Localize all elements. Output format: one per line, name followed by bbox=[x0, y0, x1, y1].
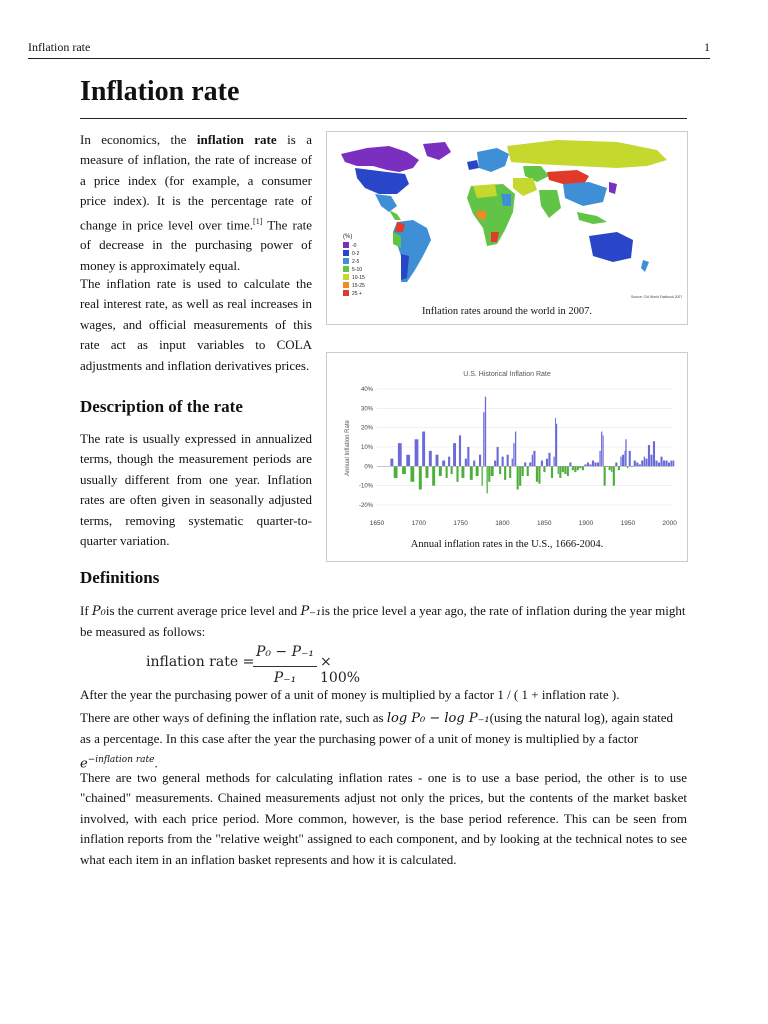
map-region-india bbox=[539, 190, 561, 218]
map-region-middle-east bbox=[513, 178, 537, 196]
chart-bar bbox=[497, 447, 499, 466]
chart-bar bbox=[622, 455, 624, 467]
map-legend-label: 5-10 bbox=[352, 267, 363, 273]
chart-bar bbox=[655, 461, 657, 467]
chart-bar bbox=[467, 447, 469, 466]
chart-bar bbox=[494, 461, 496, 467]
map-region-usa bbox=[355, 168, 409, 194]
chart-bar bbox=[479, 455, 481, 467]
formula-fraction-bar bbox=[253, 666, 317, 667]
chart-xtick-label: 1900 bbox=[578, 520, 594, 527]
chart-series bbox=[390, 397, 674, 494]
intro-text-c: The rate of decrease in the purchasing power of money is approximately equal. bbox=[80, 216, 312, 273]
map-region-canada bbox=[341, 146, 419, 172]
chart-xtick-label: 1700 bbox=[411, 520, 427, 527]
chart-bar bbox=[625, 439, 626, 466]
formula-rhs: × 100% bbox=[320, 654, 361, 686]
chart-bar bbox=[515, 432, 516, 467]
chart-bar bbox=[592, 461, 594, 467]
math-log-expression: log P₀ − log P₋₁ bbox=[386, 711, 490, 726]
chart-bar bbox=[618, 466, 620, 470]
map-legend-swatch bbox=[343, 258, 349, 264]
chart-bar bbox=[567, 466, 569, 476]
chart-bar bbox=[558, 466, 559, 474]
chart-bar bbox=[584, 464, 586, 466]
map-legend-swatch bbox=[343, 266, 349, 272]
intro-paragraph-1 bbox=[80, 130, 312, 276]
chart-bar bbox=[473, 461, 475, 467]
map-legend-swatch bbox=[343, 282, 349, 288]
map-region-central-america bbox=[389, 210, 401, 220]
def-mid2: is the price level a year ago, the rate of inflation during the year might be measured as follows: bbox=[80, 603, 686, 640]
chart-xtick-label: 1650 bbox=[369, 520, 385, 527]
map-region-russia bbox=[507, 140, 667, 168]
map-figure bbox=[326, 131, 688, 325]
chart-bar bbox=[668, 462, 670, 466]
intro-text-b: is a measure of inflation, the rate of increase of a price index (for example, a consumer price index). It is the percentage rate of change in price level over time. bbox=[80, 132, 312, 232]
math-p0: P₀ bbox=[91, 604, 106, 619]
chart-bar bbox=[629, 451, 631, 466]
chart-bar bbox=[562, 466, 564, 472]
chart-bar bbox=[410, 466, 414, 481]
section-heading-definitions: Definitions bbox=[80, 568, 160, 587]
map-region-greenland bbox=[423, 142, 451, 160]
map-region-australia bbox=[589, 232, 633, 262]
chart-bar bbox=[536, 466, 538, 481]
inflation-formula bbox=[146, 644, 376, 690]
chart-bar bbox=[524, 462, 526, 466]
chart-bar bbox=[432, 466, 435, 485]
chart-xtick-label: 1800 bbox=[495, 520, 510, 527]
map-legend-label: 25 + bbox=[352, 291, 362, 297]
chart-bar bbox=[513, 443, 514, 466]
chart-bar bbox=[574, 466, 576, 472]
page-title: Inflation rate bbox=[80, 76, 240, 107]
map-region-indonesia bbox=[577, 212, 607, 224]
chart-bar bbox=[556, 424, 557, 467]
chart-bar bbox=[653, 441, 655, 466]
map-region-mexico bbox=[375, 194, 397, 212]
def-mid1: is the current average price level and bbox=[105, 603, 301, 618]
chart-bar bbox=[483, 412, 484, 466]
chart-bar bbox=[594, 462, 596, 466]
running-title: Inflation rate bbox=[28, 40, 91, 54]
chart-bar bbox=[577, 466, 579, 470]
math-e: e bbox=[80, 756, 88, 772]
chart-bar bbox=[446, 466, 448, 478]
chart-bar bbox=[461, 466, 464, 478]
chart-ytick-label: 40% bbox=[360, 387, 373, 393]
chart-ytick-label: -10% bbox=[358, 483, 373, 490]
section-heading-description: Description of the rate bbox=[80, 397, 243, 416]
chart-bar bbox=[587, 462, 589, 466]
chart-bar bbox=[639, 464, 641, 466]
chart-bar bbox=[538, 466, 540, 483]
map-legend-swatch bbox=[343, 290, 349, 296]
map-region-japan bbox=[609, 182, 617, 194]
chart-bar bbox=[559, 466, 561, 478]
chart-bar bbox=[499, 466, 501, 474]
chart-bar bbox=[485, 397, 486, 467]
chart-bar bbox=[613, 466, 615, 485]
chart-ytick-label: 10% bbox=[360, 445, 373, 451]
chart-bar bbox=[527, 466, 529, 476]
def-other-b: (using the natural log), again stated as a percentage. In this case after the year the purchasing power of a unit of money is multiplied by a factor bbox=[80, 710, 674, 747]
chart-bar bbox=[564, 466, 566, 474]
chart-bar bbox=[390, 459, 393, 467]
chart-bar bbox=[609, 466, 611, 470]
chart-bar bbox=[582, 466, 584, 470]
map-legend-swatch bbox=[343, 242, 349, 248]
chart-bar bbox=[579, 466, 581, 468]
chart-title: U.S. Historical Inflation Rate bbox=[463, 371, 551, 378]
chart-bar bbox=[470, 466, 473, 480]
chart-bar bbox=[636, 462, 638, 466]
definitions-paragraph-2: After the year the purchasing power of a unit of money is multiplied by a factor 1 / ( 1 + inflation rate ). bbox=[80, 687, 620, 702]
chart-bar bbox=[604, 466, 606, 485]
running-header bbox=[28, 38, 710, 59]
chart-bar bbox=[634, 461, 636, 467]
chart-bar bbox=[599, 451, 600, 466]
chart-bar bbox=[627, 466, 628, 468]
chart-caption: Annual inflation rates in the U.S., 1666-2004. bbox=[410, 539, 604, 550]
chart-bar bbox=[644, 457, 645, 467]
chart-bar bbox=[650, 455, 652, 467]
chart-bar bbox=[517, 466, 519, 489]
chart-bar bbox=[603, 435, 604, 466]
title-rule bbox=[80, 118, 687, 119]
intro-bold-term: inflation rate bbox=[196, 132, 277, 147]
chart-xtick-label: 1750 bbox=[453, 520, 468, 527]
inflation-chart bbox=[327, 353, 687, 538]
chart-bar bbox=[663, 461, 665, 467]
chart-bar bbox=[456, 466, 458, 481]
definitions-paragraph-3 bbox=[80, 708, 687, 775]
map-region-uk bbox=[467, 160, 479, 170]
chart-ytick-label: 30% bbox=[360, 406, 373, 413]
chart-bar bbox=[673, 461, 674, 467]
map-legend-label: 10-15 bbox=[352, 275, 365, 281]
chart-bar bbox=[451, 466, 453, 474]
map-region-china bbox=[563, 182, 607, 206]
chart-bar bbox=[453, 443, 456, 466]
chart-bar bbox=[572, 466, 574, 470]
map-legend bbox=[343, 242, 365, 297]
chart-bar bbox=[533, 451, 535, 466]
chart-bar bbox=[509, 466, 511, 478]
chart-bar bbox=[648, 445, 650, 466]
chart-ytick-label: -20% bbox=[358, 503, 373, 509]
chart-bar bbox=[402, 466, 406, 474]
chart-bar bbox=[597, 462, 599, 466]
chart-bar bbox=[442, 461, 445, 467]
chart-bar bbox=[406, 455, 410, 467]
chart-bar bbox=[546, 459, 548, 467]
formula-denominator: P₋₁ bbox=[273, 670, 297, 686]
map-region-north-africa bbox=[473, 184, 497, 198]
chart-bar bbox=[419, 466, 422, 489]
map-legend-swatch bbox=[343, 250, 349, 256]
chart-bar bbox=[589, 464, 591, 466]
chart-bar bbox=[615, 462, 617, 466]
map-region-new-zealand bbox=[641, 260, 649, 272]
chart-bar bbox=[641, 461, 643, 467]
chart-bar bbox=[488, 466, 490, 481]
chart-bar bbox=[459, 435, 461, 466]
world-inflation-map bbox=[327, 132, 687, 324]
chart-bar bbox=[658, 462, 660, 466]
chart-ytick-label: 20% bbox=[360, 425, 373, 432]
math-exponent: −inflation rate bbox=[87, 754, 155, 765]
chart-bar bbox=[507, 455, 509, 467]
chart-bar bbox=[670, 461, 672, 467]
chart-figure bbox=[326, 352, 688, 562]
intro-paragraph-2: The inflation rate is used to calculate the real interest rate, as well as real increases in wages, and official measurements of this rate act as input variables to COLA adjustments and inflation derivatives prices. bbox=[80, 276, 312, 373]
chart-bar bbox=[439, 466, 442, 476]
chart-bar bbox=[625, 451, 626, 466]
chart-bar bbox=[491, 466, 494, 476]
math-p-minus-1: P₋₁ bbox=[300, 604, 322, 619]
chart-bar bbox=[551, 466, 553, 478]
chart-bar bbox=[476, 466, 479, 476]
map-legend-swatch bbox=[343, 274, 349, 280]
chart-bar bbox=[502, 457, 504, 467]
map-caption: Inflation rates around the world in 2007. bbox=[422, 306, 592, 317]
description-paragraph: The rate is usually expressed in annualized terms, though the measurement periods are usually different from one year. Inflation rates are often given in seasonally adjusted terms, removing systematic quarter-to-quarter variation. bbox=[80, 431, 312, 549]
chart-bar bbox=[448, 457, 450, 467]
chart-bar bbox=[541, 461, 543, 467]
map-legend-label: 15-25 bbox=[352, 283, 365, 289]
chart-bar bbox=[553, 457, 554, 467]
chart-bar bbox=[543, 466, 545, 472]
map-legend-title: (%) bbox=[343, 234, 353, 240]
def-if: If bbox=[80, 603, 92, 618]
chart-bar bbox=[398, 443, 402, 466]
chart-bar bbox=[522, 466, 524, 476]
chart-bar bbox=[482, 466, 483, 485]
chart-bar bbox=[569, 462, 571, 466]
chart-ylabel: Annual Inflation Rate bbox=[345, 420, 351, 476]
chart-bar bbox=[519, 466, 521, 485]
map-region-europe bbox=[477, 148, 509, 172]
formula-lhs: inflation rate = bbox=[146, 654, 255, 670]
chart-xtick-label: 1850 bbox=[536, 520, 552, 527]
chart-bar bbox=[529, 462, 531, 466]
def-period: . bbox=[154, 755, 158, 771]
chart-bar bbox=[425, 466, 428, 478]
reference-link[interactable]: [1] bbox=[253, 216, 263, 226]
chart-bar bbox=[665, 461, 667, 467]
chart-bar bbox=[465, 459, 467, 467]
def-other-a: There are other ways of defining the inflation rate, such as bbox=[80, 710, 387, 725]
map-legend-label: 2-5 bbox=[352, 259, 360, 265]
chart-bar bbox=[394, 466, 398, 478]
definitions-paragraph-1 bbox=[80, 601, 687, 643]
chart-bar bbox=[620, 457, 621, 467]
chart-xtick-label: 1950 bbox=[620, 520, 636, 527]
formula-numerator: P₀ − P₋₁ bbox=[255, 644, 315, 660]
chart-bar bbox=[512, 459, 513, 467]
chart-bar bbox=[660, 457, 662, 467]
chart-bar bbox=[422, 432, 425, 467]
chart-bar bbox=[555, 418, 556, 466]
chart-bar bbox=[415, 439, 419, 466]
chart-bar bbox=[601, 432, 602, 467]
chart-bar bbox=[548, 453, 550, 467]
chart-bar bbox=[611, 466, 612, 472]
chart-bar bbox=[532, 455, 533, 467]
map-legend-label: 0-2 bbox=[352, 251, 360, 257]
chart-bar bbox=[645, 459, 647, 467]
map-legend-label: -0 bbox=[352, 243, 357, 249]
intro-text-a: In economics, the bbox=[80, 132, 197, 147]
chart-bar bbox=[487, 466, 488, 493]
chart-bar bbox=[504, 466, 506, 480]
map-source-note: Source: CIA World Factbook 2007 bbox=[631, 295, 683, 299]
chart-bar bbox=[429, 451, 432, 466]
chart-xtick-label: 2000 bbox=[662, 520, 677, 527]
chart-ytick-label: 0% bbox=[364, 464, 373, 471]
definitions-paragraph-4: There are two general methods for calculating inflation rates - one is to use a base period, the other is to use "chained" measurements. Chained measurements adjust not only the prices, but the contents of the market basket involved, with each price period. More common, however, is the base period reference. This can be seen from inflation reports from the "relative weight" assigned to each component, and by looking at the technical notes to see what each item in an inflation basket represents and how it is calculated. bbox=[80, 770, 687, 867]
page-number: 1 bbox=[704, 40, 710, 54]
chart-bar bbox=[436, 455, 439, 467]
